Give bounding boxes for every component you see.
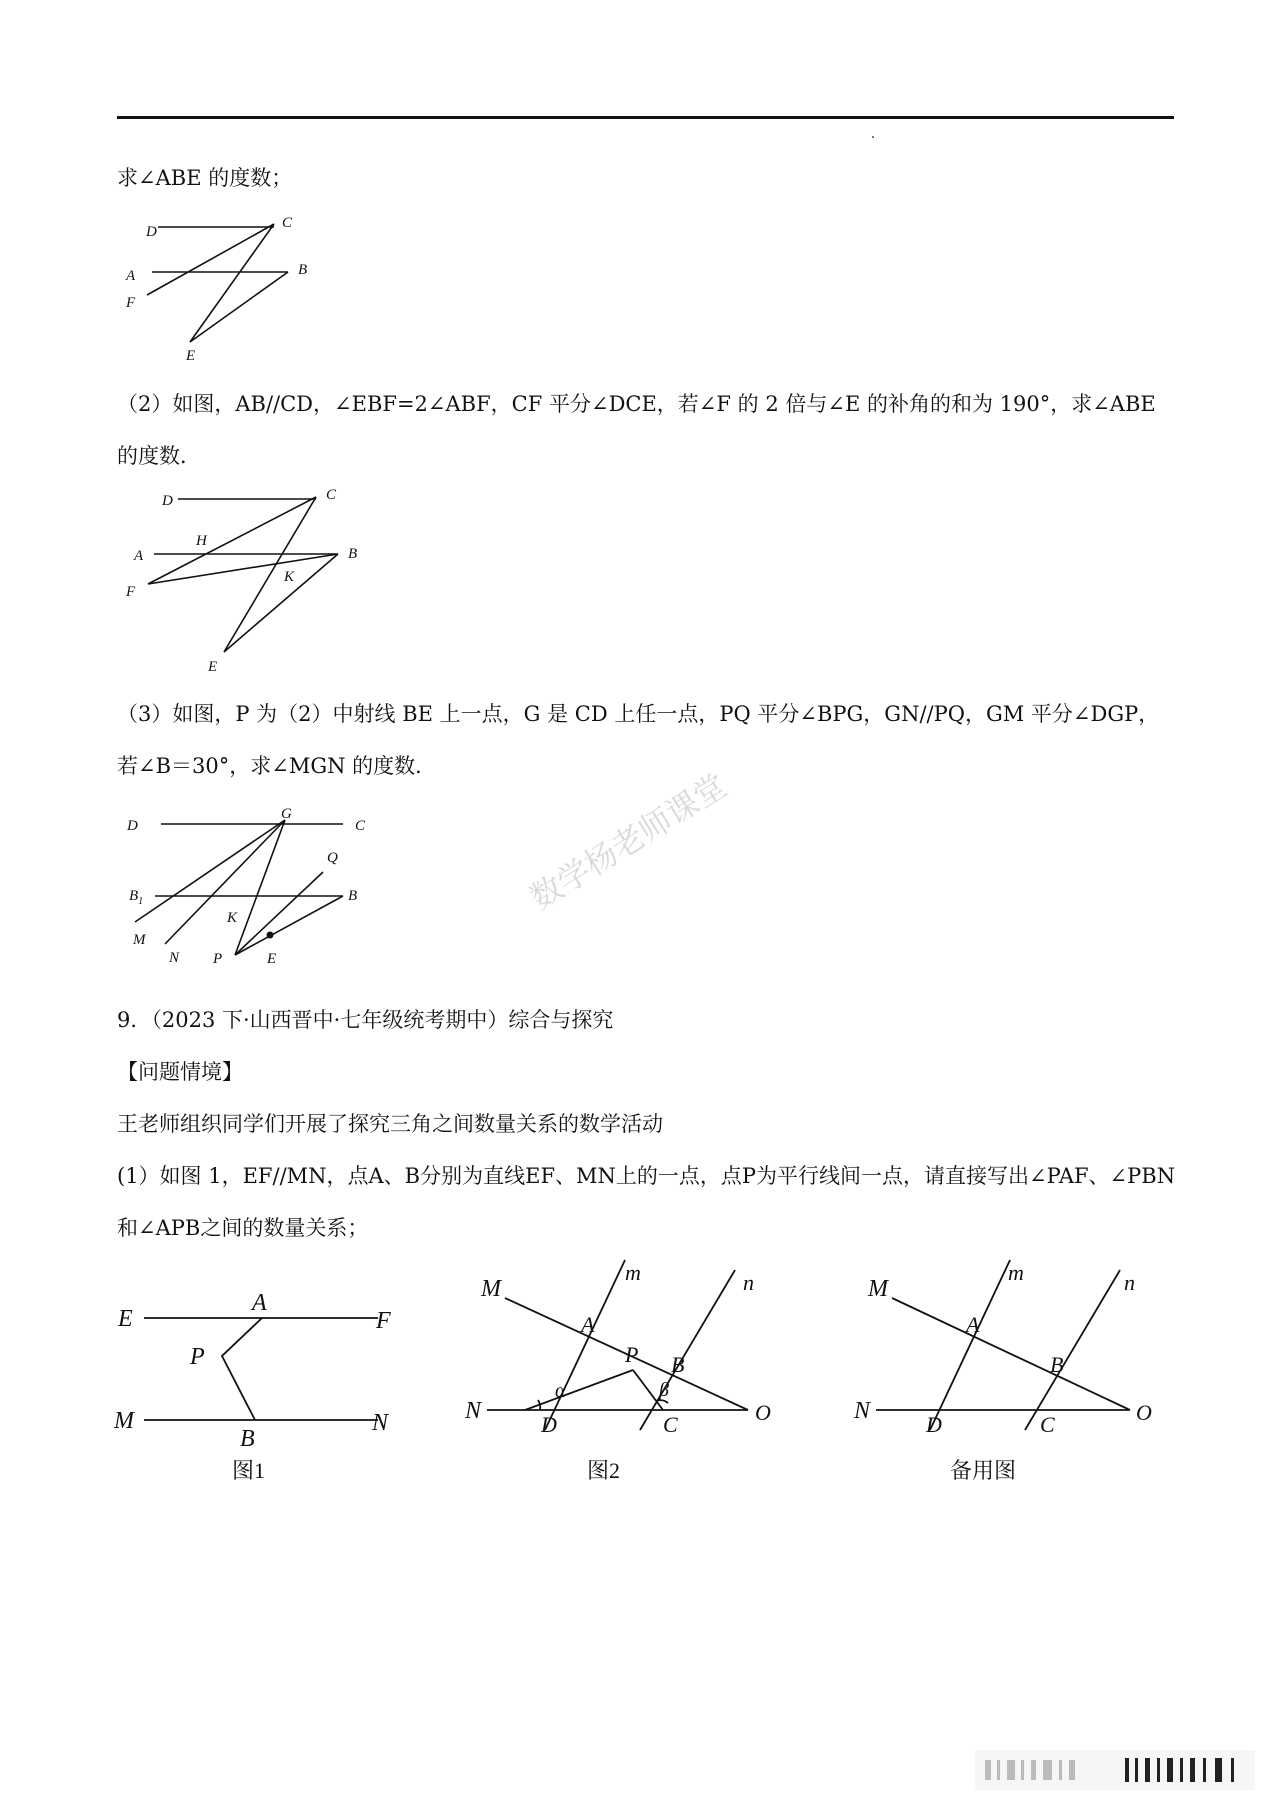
fig3-label-b: B (1050, 1352, 1064, 1377)
fig2-label-c: C (663, 1412, 678, 1437)
fig-c-label-p: P (213, 951, 223, 967)
figure-reserve (850, 1260, 1180, 1500)
fig-a-label-a: A (126, 268, 136, 284)
fig2-label-m-line: m (625, 1260, 641, 1285)
fig-b-label-h: H (196, 533, 207, 549)
fig3-label-m: M (868, 1276, 888, 1302)
fig-c-label-q: Q (327, 850, 338, 866)
q8-part1-tail: 求∠ABE 的度数； (117, 166, 293, 190)
fig-c-label-c: C (355, 818, 366, 834)
figure-b (120, 478, 380, 678)
fig1-label-b: B (240, 1426, 255, 1452)
fig-a-label-e: E (186, 348, 196, 364)
fig-c-label-n: N (169, 950, 180, 966)
scan-artifact (975, 1750, 1255, 1790)
fig1-label-e: E (118, 1306, 133, 1332)
fig1-label-m: M (114, 1408, 134, 1434)
header-dot (872, 136, 874, 138)
q8-part2-line1: （2）如图，AB//CD，∠EBF=2∠ABF，CF 平分∠DCE，若∠F 的 2 倍与∠E 的补角的和为 190°，求∠ABE (117, 392, 1156, 416)
fig-a-label-d: D (146, 224, 157, 240)
fig-b-label-a: A (134, 548, 144, 564)
fig2-label-p: P (625, 1342, 639, 1367)
fig2-label-m: M (481, 1276, 501, 1302)
fig2-caption: 图2 (587, 1458, 621, 1483)
fig-b-label-k: K (284, 569, 295, 585)
fig1-label-n: N (372, 1410, 389, 1436)
fig-b-label-f: F (126, 584, 136, 600)
q8-part3-line1: （3）如图，P 为（2）中射线 BE 上一点，G 是 CD 上任一点，PQ 平分∠BPG，GN//PQ，GM 平分∠DGP， (117, 702, 1160, 726)
q8-part2-line2: 的度数． (117, 444, 201, 468)
fig-a-label-b: B (298, 262, 308, 278)
figure-1 (110, 1280, 420, 1500)
fig-c-label-d: D (127, 818, 138, 834)
fig-b-label-e: E (208, 659, 218, 675)
q8-part3-line2: 若∠B＝30°，求∠MGN 的度数． (117, 754, 437, 778)
fig2-label-o: O (755, 1400, 771, 1425)
fig2-label-beta: β (659, 1379, 669, 1401)
fig3-label-a: A (966, 1312, 980, 1337)
fig-c-label-e: E (267, 951, 277, 967)
figure-c (115, 800, 395, 980)
fig-b-label-b: B (348, 546, 358, 562)
fig2-label-b: B (671, 1352, 685, 1377)
fig2-label-alpha: α (555, 1380, 566, 1402)
fig-c-label-m: M (133, 932, 146, 948)
fig-a-label-f: F (126, 295, 136, 311)
fig3-label-o: O (1136, 1400, 1152, 1425)
fig3-caption: 备用图 (950, 1458, 1017, 1483)
fig2-label-n-line: n (743, 1270, 754, 1295)
fig1-label-f: F (376, 1308, 391, 1334)
figure-a (110, 200, 350, 370)
q9-section-heading: 【问题情境】 (117, 1060, 243, 1084)
fig-c-label-k: K (227, 910, 238, 926)
fig1-caption: 图1 (232, 1458, 266, 1483)
q9-part1-line1: (1）如图 1，EF//MN，点A、B分别为直线EF、MN上的一点，点P为平行线间一点，请直接写出∠PAF、∠PBN (117, 1164, 1176, 1188)
fig-c-label-b1: $B_1$ (129, 888, 144, 907)
fig3-label-m-line: m (1008, 1260, 1024, 1285)
fig2-label-a: A (581, 1312, 595, 1337)
header-rule (117, 116, 1174, 119)
fig2-label-n: N (465, 1398, 482, 1424)
q9-intro: 王老师组织同学们开展了探究三角之间数量关系的数学活动 (117, 1112, 663, 1136)
figure-2 (465, 1260, 795, 1500)
fig-c-label-g: G (281, 806, 292, 822)
fig-b-label-d: D (162, 493, 173, 509)
fig1-label-p: P (190, 1344, 205, 1370)
fig3-label-n-line: n (1124, 1270, 1135, 1295)
watermark: 数学杨老师课堂 (523, 766, 734, 918)
q9-heading: 9．（2023 下·山西晋中·七年级统考期中）综合与探究 (117, 1008, 614, 1032)
fig2-label-d: D (541, 1412, 557, 1437)
fig-a-label-c: C (282, 215, 293, 231)
fig-b-label-c: C (326, 487, 337, 503)
q9-part1-line2: 和∠APB之间的数量关系； (117, 1216, 369, 1240)
fig3-label-d: D (926, 1412, 942, 1437)
fig-c-label-b: B (348, 888, 358, 904)
fig1-label-a: A (252, 1290, 267, 1316)
fig3-label-n: N (854, 1398, 871, 1424)
fig3-label-c: C (1040, 1412, 1055, 1437)
